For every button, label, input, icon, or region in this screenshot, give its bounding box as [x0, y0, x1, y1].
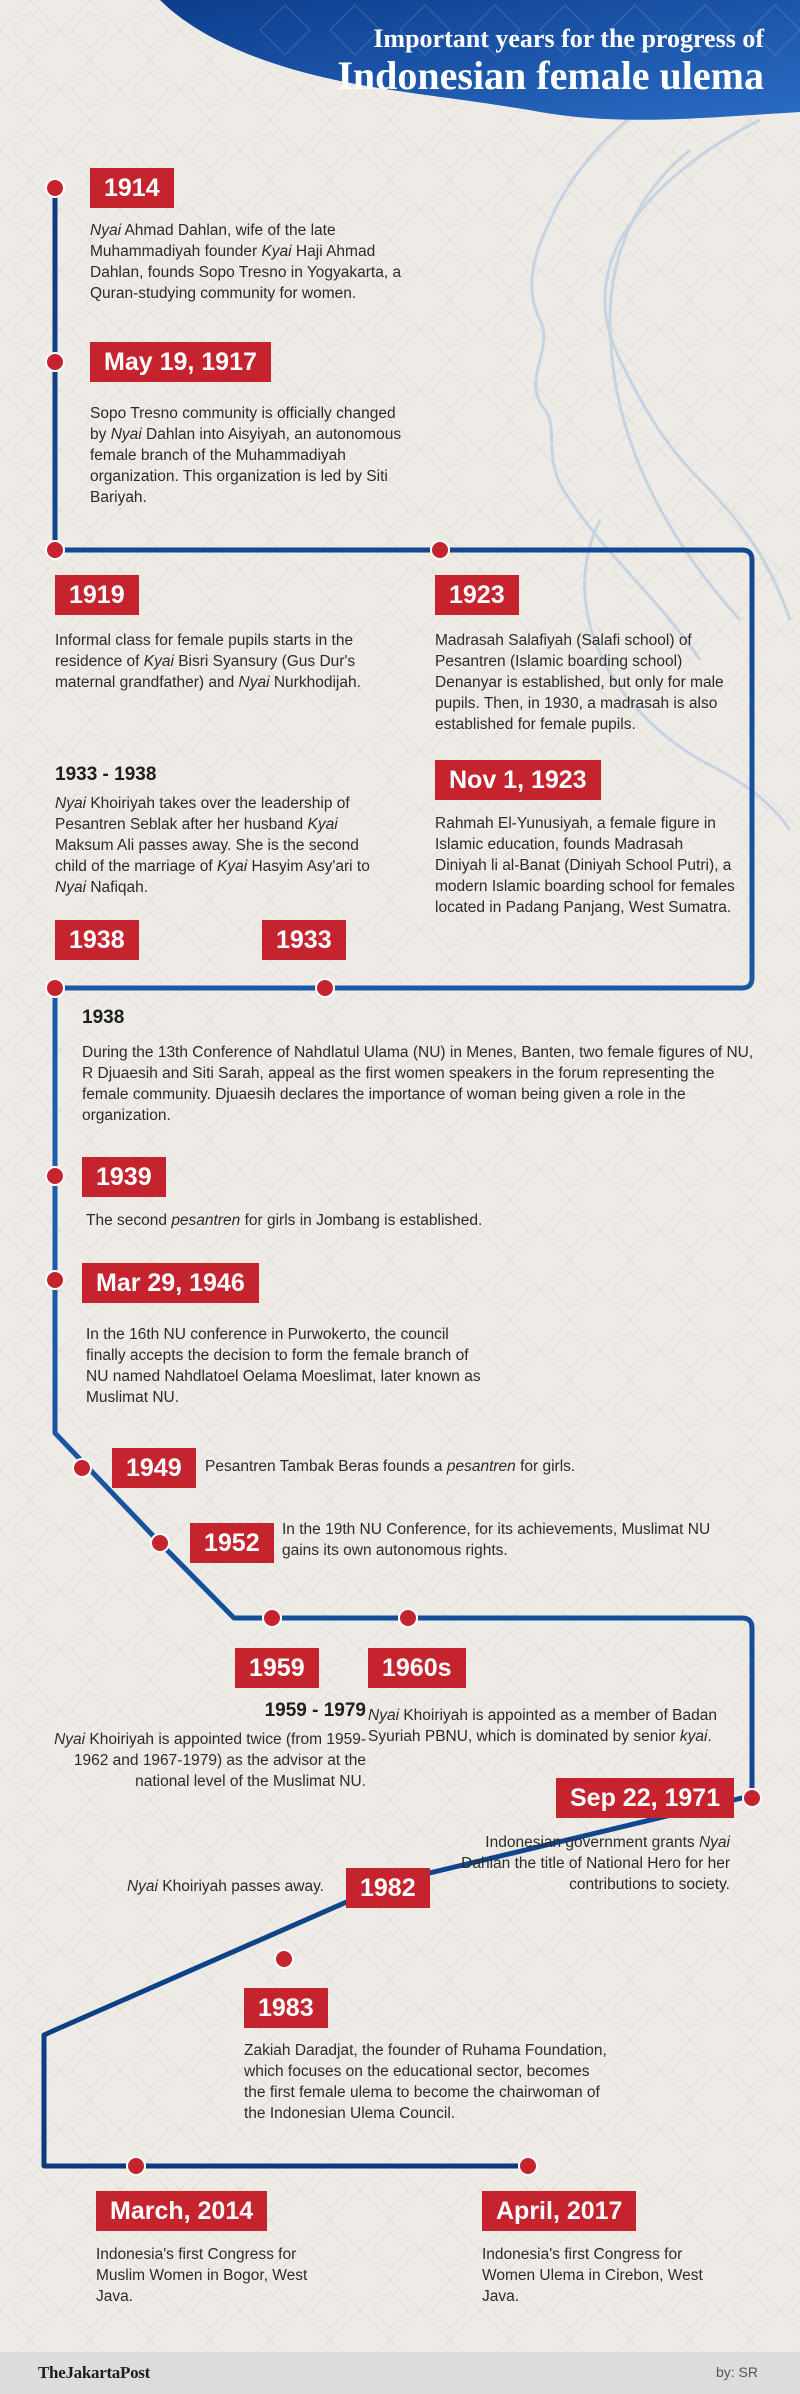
text: The second	[86, 1212, 172, 1229]
dot-2017	[519, 2157, 537, 2175]
event-1959-1979-text	[20, 1729, 366, 1792]
year-tag-1982: 1982	[346, 1868, 430, 1908]
event-2014-text: Indonesia's first Congress for Muslim Women in Bogor, West Java.	[96, 2246, 308, 2305]
text: for girls in Jombang is established.	[240, 1212, 483, 1229]
event-1960s-text	[368, 1705, 748, 1747]
event-nov-1923-text: Rahmah El-Yunusiyah, a female figure in Islamic education, founds Madrasah Diniyah li al-Banat (Diniyah School Putri), a modern Islamic boarding school for females located in Padang Panjang, West Sumatra.	[435, 815, 735, 916]
author-credit: by: SR	[715, 2364, 758, 2380]
term: kyai	[679, 1728, 708, 1745]
dot-1949	[73, 1459, 91, 1477]
event-1939-text	[86, 1210, 646, 1231]
dot-1959	[263, 1609, 281, 1627]
term: Nyai	[110, 426, 142, 443]
year-tag-nov-1923: Nov 1, 1923	[435, 760, 601, 800]
dot-1960s	[399, 1609, 417, 1627]
text: Nurkhodijah.	[269, 674, 361, 691]
event-1917-text	[90, 403, 408, 508]
year-tag-1983: 1983	[244, 1988, 328, 2028]
text: Haji Ahmad Dahlan, founds Sopo Tresno in Yogyakarta, a Quran-studying community for women.	[90, 243, 402, 302]
term: Nyai	[55, 879, 87, 896]
event-1946-text: In the 16th NU conference in Purwokerto, the council finally accepts the decision to form the female branch of NU named Nahdlatoel Oelama Moeslimat, later known as Muslimat NU.	[86, 1326, 481, 1406]
term: Nyai	[368, 1707, 400, 1724]
year-tag-1923: 1923	[435, 575, 519, 615]
text: Khoiriyah takes over the leadership of Pesantren Seblak after her husband	[55, 795, 350, 833]
dot-1923	[431, 541, 449, 559]
dot-1938	[46, 979, 64, 997]
year-tag-may-1917: May 19, 1917	[90, 342, 271, 382]
year-tag-april-2017: April, 2017	[482, 2191, 636, 2231]
dot-1914	[46, 179, 64, 197]
text: Maksum Ali passes away. She is the second child of the marriage of	[55, 837, 359, 875]
page-subtitle: Important years for the progress of	[373, 24, 764, 53]
term: Nyai	[238, 674, 270, 691]
year-tag-mar-1946: Mar 29, 1946	[82, 1263, 259, 1303]
year-tag-1959: 1959	[235, 1648, 319, 1688]
year-tag-1952: 1952	[190, 1523, 274, 1563]
year-tag-1938: 1938	[55, 920, 139, 960]
text: Ahmad Dahlan, wife of the late Muhammadiyah founder	[90, 222, 336, 260]
footer-bar	[0, 2352, 800, 2394]
term: Kyai	[143, 653, 174, 670]
dot-1933	[316, 979, 334, 997]
period-heading-1959-1979: 1959 - 1979	[264, 1700, 366, 1721]
dot-1952	[151, 1534, 169, 1552]
term: Nyai	[55, 795, 87, 812]
text: Hasyim Asy'ari to	[247, 858, 370, 875]
text: Indonesian government grants	[485, 1834, 699, 1851]
dot-1919	[46, 541, 64, 559]
year-tag-march-2014: March, 2014	[96, 2191, 267, 2231]
text: Dahlan the title of National Hero for her contributions to society.	[461, 1855, 730, 1893]
dot-1939	[46, 1167, 64, 1185]
dot-1971	[743, 1789, 761, 1807]
event-1933-1938-text	[55, 793, 385, 898]
term: Nyai	[698, 1834, 730, 1851]
text: Bisri Syansury (Gus Dur's maternal grandfather) and	[55, 653, 356, 691]
term: pesantren	[171, 1212, 241, 1229]
event-2017-text: Indonesia's first Congress for Women Ulema in Cirebon, West Java.	[482, 2246, 703, 2305]
year-tag-sep-1971: Sep 22, 1971	[556, 1778, 734, 1818]
dot-1917	[46, 353, 64, 371]
text: .	[707, 1728, 712, 1745]
event-1983-text: Zakiah Daradjat, the founder of Ruhama Foundation, which focuses on the educational sector, becomes the first female ulema to become the chairwoman of the Indonesian Ulema Council.	[244, 2042, 607, 2122]
term: pesantren	[446, 1458, 516, 1475]
term: Kyai	[216, 858, 248, 875]
text: Dahlan into Aisyiyah, an autonomous female branch of the Muhammadiyah organization. This organization is led by Siti Bariyah.	[90, 426, 402, 506]
text: Sopo Tresno community is officially changed by	[90, 405, 396, 443]
text: Khoiriyah passes away.	[158, 1878, 324, 1895]
page-title: Indonesian female ulema	[337, 53, 764, 98]
term: Nyai	[90, 222, 122, 239]
event-1982-text	[60, 1876, 324, 1897]
term: Kyai	[261, 243, 292, 260]
term: Nyai	[54, 1731, 86, 1748]
year-tag-1960s: 1960s	[368, 1648, 466, 1688]
event-1923-text: Madrasah Salafiyah (Salafi school) of Pesantren (Islamic boarding school) Denanyar is established, but only for male pupils. Then, in 1930, a madrasah is also established for female pupils.	[435, 632, 724, 733]
dot-1946	[46, 1271, 64, 1289]
text: Informal class for female pupils starts in the residence of	[55, 632, 354, 670]
event-1952-text: In the 19th NU Conference, for its achievements, Muslimat NU gains its own autonomous rights.	[282, 1521, 711, 1559]
year-tag-1939: 1939	[82, 1157, 166, 1197]
year-tag-1919: 1919	[55, 575, 139, 615]
period-heading-1933-1938: 1933 - 1938	[55, 764, 157, 785]
event-1914-text	[90, 220, 410, 304]
publisher-logo: TheJakartaPost	[38, 2363, 150, 2382]
term: Nyai	[126, 1878, 158, 1895]
text: for girls.	[515, 1458, 576, 1475]
event-1919-text	[55, 630, 385, 693]
year-heading-1938: 1938	[82, 1007, 125, 1028]
text: Pesantren Tambak Beras founds a	[205, 1458, 447, 1475]
term: Kyai	[307, 816, 338, 833]
dot-2014	[127, 2157, 145, 2175]
text: Nafiqah.	[86, 879, 149, 896]
text: Khoiriyah is appointed as a member of Badan Syuriah PBNU, which is dominated by senior	[368, 1707, 717, 1745]
event-1949-text	[205, 1456, 665, 1477]
year-tag-1933: 1933	[262, 920, 346, 960]
dot-1983	[275, 1950, 293, 1968]
year-tag-1914: 1914	[90, 168, 174, 208]
year-tag-1949: 1949	[112, 1448, 196, 1488]
event-1938-text: During the 13th Conference of Nahdlatul Ulama (NU) in Menes, Banten, two female figures of NU, R Djuaesih and Siti Sarah, appeal as the first women speakers in the forum representing the female community. Djuaesih declares the importance of woman being given a role in the organization.	[82, 1044, 754, 1124]
text: Khoiriyah is appointed twice (from 1959-1962 and 1967-1979) as the advisor at the national level of the Muslimat NU.	[73, 1731, 366, 1790]
event-1971-text	[440, 1832, 730, 1895]
